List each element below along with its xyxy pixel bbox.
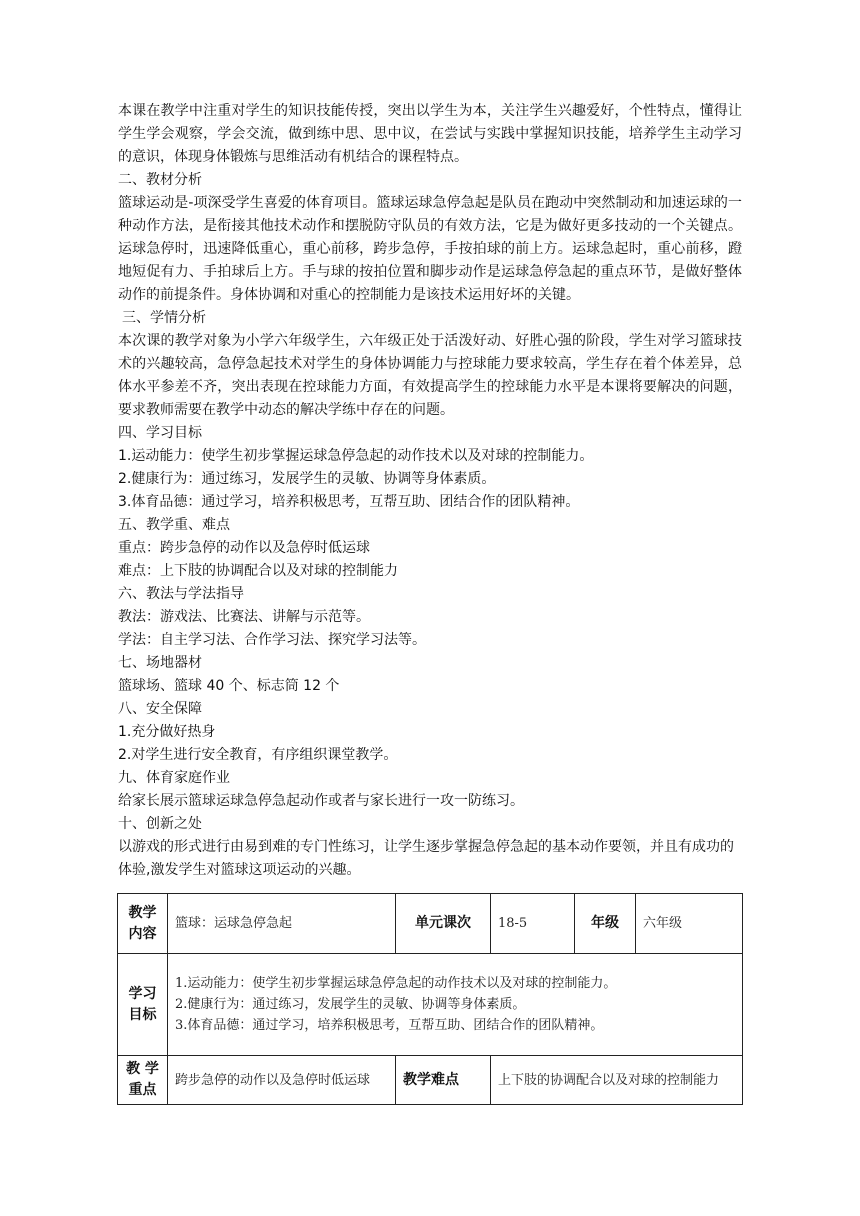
unit-label: 单元课次 (396, 894, 491, 954)
key-label: 教 学重点 (118, 1056, 168, 1105)
equipment-list: 篮球场、篮球 40 个、标志筒 12 个 (118, 678, 340, 694)
lesson-info-table (117, 893, 743, 1105)
section-heading-safety: 八、安全保障 (118, 701, 202, 717)
innovation-paragraph: 以游戏的形式进行由易到难的专门性练习，让学生逐步掌握急停急起的基本动作要领，并且有成功的体验,激发学生对篮球这项运动的兴趣。 (118, 839, 734, 878)
objectives-label: 学习目标 (118, 954, 168, 1056)
objective-item: 3.体育品德：通过学习，培养积极思考，互帮互助、团结合作的团队精神。 (175, 1018, 604, 1033)
content-label: 教学内容 (118, 894, 168, 954)
difficulty-label: 教学难点 (396, 1056, 491, 1105)
section-heading-material: 二、教材分析 (118, 172, 202, 188)
safety-item-2: 2.对学生进行安全教育，有序组织课堂教学。 (118, 747, 398, 763)
material-analysis-paragraph: 篮球运动是-项深受学生喜爱的体育项目。篮球运球急停急起是队员在跑动中突然制动和加速运球的一种动作方法，是衔接其他技术动作和摆脱防守队员的有效方法，它是为做好更多技动的一个关键点。运球急停时，迅速降低重心，重心前移，跨步急停，手按拍球的前上方。运球急起时，重心前移，蹬地短促有力、手拍球后上方。手与球的按拍位置和脚步动作是运球急停急起的重点环节，是做好整体动作的前提条件。身体协调和对重心的控制能力是该技术运用好坏的关键。 (118, 195, 742, 303)
intro-paragraph: 本课在教学中注重对学生的知识技能传授，突出以学生为本，关注学生兴趣爱好，个性特点，懂得让学生学会观察，学会交流，做到练中思、思中议，在尝试与实践中掌握知识技能，培养学生主动学习的意识，体现身体锻炼与思维活动有机结合的课程特点。 (118, 103, 742, 165)
grade-value: 六年级 (636, 894, 743, 954)
section-heading-students: 三、学情分析 (122, 310, 206, 326)
section-heading-innovation: 十、创新之处 (118, 816, 202, 832)
homework-text: 给家长展示篮球运球急停急起动作或者与家长进行一攻一防练习。 (118, 793, 524, 809)
section-heading-homework: 九、体育家庭作业 (118, 770, 230, 786)
difficulty-value: 上下肢的协调配合以及对球的控制能力 (491, 1056, 743, 1105)
learning-method: 学法：自主学习法、合作学习法、探究学习法等。 (118, 632, 426, 648)
section-heading-equipment: 七、场地器材 (118, 655, 202, 671)
goal-item-1: 1.运动能力：使学生初步掌握运球急停急起的动作技术以及对球的控制能力。 (118, 448, 594, 464)
lesson-plan-text (118, 100, 742, 882)
unit-value: 18-5 (491, 894, 575, 954)
section-heading-methods: 六、教法与学法指导 (118, 586, 244, 602)
objective-item: 2.健康行为：通过练习，发展学生的灵敏、协调等身体素质。 (175, 997, 526, 1012)
section-heading-key-points: 五、教学重、难点 (118, 517, 230, 533)
objective-item: 1.运动能力：使学生初步掌握运球急停急起的动作技术以及对球的控制能力。 (175, 976, 617, 991)
grade-label: 年级 (575, 894, 636, 954)
goal-item-3: 3.体育品德：通过学习，培养积极思考，互帮互助、团结合作的团队精神。 (118, 494, 580, 510)
table-row (118, 1056, 743, 1105)
content-value: 篮球：运球急停急起 (168, 894, 396, 954)
safety-item-1: 1.充分做好热身 (118, 724, 216, 740)
objectives-cell (168, 954, 743, 1056)
table-row (118, 954, 743, 1056)
goal-item-2: 2.健康行为：通过练习，发展学生的灵敏、协调等身体素质。 (118, 471, 496, 487)
key-point: 重点：跨步急停的动作以及急停时低运球 (118, 540, 370, 556)
table-row (118, 894, 743, 954)
key-value: 跨步急停的动作以及急停时低运球 (168, 1056, 396, 1105)
difficulty-point: 难点：上下肢的协调配合以及对球的控制能力 (118, 563, 398, 579)
student-analysis-paragraph: 本次课的教学对象为小学六年级学生，六年级正处于活泼好动、好胜心强的阶段，学生对学习篮球技术的兴趣较高，急停急起技术对学生的身体协调能力与控球能力要求较高，学生存在着个体差异，总体水平参差不齐，突出表现在控球能力方面，有效提高学生的控球能力水平是本课将要解决的问题，要求教师需要在教学中动态的解决学练中存在的问题。 (118, 333, 742, 418)
section-heading-goals: 四、学习目标 (118, 425, 202, 441)
teaching-method: 教法：游戏法、比赛法、讲解与示范等。 (118, 609, 370, 625)
